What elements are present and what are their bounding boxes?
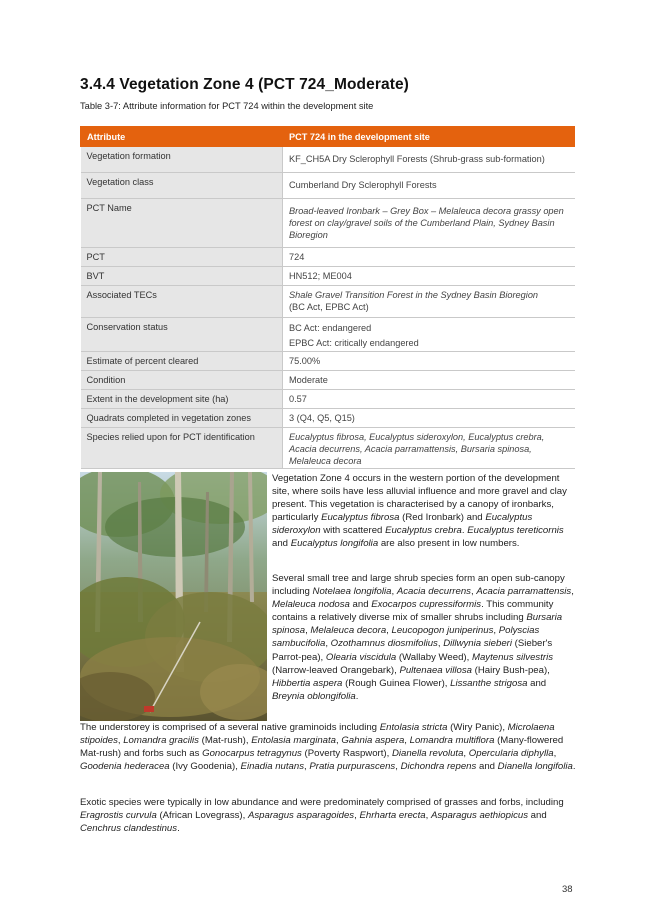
bc-act-status: BC Act: endangered <box>289 323 372 333</box>
text-run: and <box>527 677 547 689</box>
text-run: and <box>528 810 547 822</box>
text-run: (Poverty Raspwort), <box>301 748 392 760</box>
text-run: , <box>425 810 431 822</box>
text-run: with scattered <box>320 525 386 537</box>
text-run: Exotic species were typically in low abundance and were predominately comprised of grasses and forbs, including <box>80 797 564 808</box>
species-name: Olearia viscidula <box>325 651 397 663</box>
text-run: (Wiry Panic), <box>447 722 508 733</box>
text-run: , <box>117 735 124 747</box>
table-row <box>81 371 575 390</box>
species-name: Ozothamnus diosmifolius <box>330 638 438 650</box>
species-name: Eucalyptus longifolia <box>290 538 379 550</box>
species-name: Lomandra multiflora <box>409 735 495 747</box>
text-run: are also present in low numbers. <box>378 538 520 550</box>
species-name: Ehrharta erecta <box>359 810 426 822</box>
tec-legislation: (BC Act, EPBC Act) <box>289 302 369 312</box>
species-name: Eucalyptus crebra <box>385 525 462 537</box>
row-label: Quadrats completed in vegetation zones <box>81 409 283 428</box>
table-row <box>81 248 575 267</box>
row-value <box>283 286 575 318</box>
paragraph-understorey <box>80 721 576 773</box>
paragraph-zone-description <box>272 472 576 551</box>
species-name: Opercularia diphylla <box>468 748 554 760</box>
species-name: Asparagus asparagoides <box>247 810 355 822</box>
row-label: Associated TECs <box>81 286 283 318</box>
table-row <box>81 286 575 318</box>
species-name: Melaleuca nodosa <box>272 599 350 611</box>
row-value: Moderate <box>283 371 575 390</box>
text-run: . <box>355 690 359 702</box>
species-name: Pratia purpurascens <box>309 761 396 773</box>
species-name: Dillwynia sieberi <box>443 638 512 650</box>
table-row <box>81 352 575 371</box>
text-run: Several small tree and large shrub species form an open sub-canopy including <box>272 573 565 598</box>
species-name: Entolasia stricta <box>379 722 448 733</box>
text-run: , <box>395 761 401 773</box>
species-name: Goodenia hederacea <box>80 761 170 773</box>
species-name: Lissanthe strigosa <box>450 677 528 689</box>
row-label: Vegetation formation <box>81 147 283 173</box>
text-run: (Rough Guinea Flower), <box>342 677 451 689</box>
section-heading: 3.4.4 Vegetation Zone 4 (PCT 724_Moderate) <box>80 76 409 93</box>
species-name: Acacia parramattensis <box>476 586 572 598</box>
species-name: Dianella revoluta <box>391 748 464 760</box>
text-run: , <box>336 735 342 747</box>
text-run: (Ivy Goodenia), <box>169 761 241 773</box>
species-name: Maytenus silvestris <box>471 651 554 663</box>
paragraph-exotic-species <box>80 796 576 835</box>
row-value: KF_CH5A Dry Sclerophyll Forests (Shrub-grass sub-formation) <box>283 147 575 173</box>
table-row <box>81 428 575 469</box>
text-run: . <box>572 761 576 773</box>
species-name: Pultenaea villosa <box>399 664 472 676</box>
species-name: Einadia nutans <box>240 761 305 773</box>
row-label: Estimate of percent cleared <box>81 352 283 371</box>
text-run: Vegetation Zone 4 occurs in the western portion of the development site, where soils have less alluvial influence and more gravel and clay present. This vegetation is characterised by a canopy of ironbarks, particularly <box>272 473 567 524</box>
table-row <box>81 267 575 286</box>
species-name: Asparagus aethiopicus <box>430 810 529 822</box>
row-label: Condition <box>81 371 283 390</box>
row-value: 75.00% <box>283 352 575 371</box>
row-label: Species relied upon for PCT identification <box>81 428 283 469</box>
header-pct-value: PCT 724 in the development site <box>283 127 575 147</box>
text-run: , <box>386 625 392 637</box>
tec-name: Shale Gravel Transition Forest in the Sydney Basin Bioregion <box>289 290 539 300</box>
row-label: Vegetation class <box>81 173 283 199</box>
text-run: (Hairy Bush-pea), <box>471 664 550 676</box>
text-run: and <box>476 761 498 773</box>
species-name: Gonocarpus tetragynus <box>202 748 302 760</box>
paragraph-subcanopy <box>272 572 576 703</box>
row-value: 0.57 <box>283 390 575 409</box>
species-name: Lomandra gracilis <box>123 735 199 747</box>
text-run: (Wallaby Weed), <box>396 651 472 663</box>
row-label: PCT <box>81 248 283 267</box>
table-row <box>81 409 575 428</box>
text-run: , <box>437 638 444 650</box>
row-value: Cumberland Dry Sclerophyll Forests <box>283 173 575 199</box>
row-value: Broad-leaved Ironbark – Grey Box – Melaleuca decora grassy open forest on clay/gravel soils of the Cumberland Plain, Sydney Basin Bioregion <box>283 199 575 248</box>
species-name: Eucalyptus tereticornis <box>467 525 564 537</box>
text-run: . <box>177 823 180 835</box>
species-name: Acacia decurrens <box>396 586 471 598</box>
text-run: (Many-flowered Mat-rush) and forbs such as <box>80 735 564 760</box>
species-name: Entolasia marginata <box>251 735 336 747</box>
species-name: Dianella longifolia <box>497 761 573 773</box>
species-name: Dichondra repens <box>400 761 477 773</box>
text-run: (Narrow-leaved Orangebark), <box>272 664 400 676</box>
attribute-table <box>80 126 575 469</box>
text-run: The understorey is comprised of a several native graminoids including <box>80 722 380 733</box>
species-name: Exocarpos cupressiformis <box>371 599 482 611</box>
row-value: Eucalyptus fibrosa, Eucalyptus sideroxylon, Eucalyptus crebra, Acacia decurrens, Acacia parramattensis, Bursaria spinosa, Melaleuca decora <box>283 428 575 469</box>
text-run: , <box>553 748 557 760</box>
species-name: Hibbertia aspera <box>272 677 343 689</box>
species-name: Cenchrus clandestinus <box>80 823 178 835</box>
table-header-row <box>81 127 575 147</box>
table-row <box>81 199 575 248</box>
species-name: Eucalyptus fibrosa <box>321 512 400 524</box>
table-caption: Table 3-7: Attribute information for PCT 724 within the development site <box>80 101 374 111</box>
table-row <box>81 173 575 199</box>
row-value: HN512; ME004 <box>283 267 575 286</box>
row-value: 724 <box>283 248 575 267</box>
text-run: (African Lovegrass), <box>156 810 248 822</box>
species-name: Gahnia aspera <box>341 735 405 747</box>
species-name: Notelaea longifolia <box>312 586 392 598</box>
species-name: Leucopogon juniperinus <box>391 625 494 637</box>
text-run: (Red Ironbark) and <box>399 512 486 524</box>
species-name: Eragrostis curvula <box>80 810 157 822</box>
text-run: and <box>349 599 372 611</box>
text-run: , <box>470 586 477 598</box>
page-number: 38 <box>562 884 573 895</box>
epbc-act-status: EPBC Act: critically endangered <box>289 338 419 348</box>
text-run: (Mat-rush), <box>198 735 252 747</box>
row-label: Extent in the development site (ha) <box>81 390 283 409</box>
text-run: . <box>461 525 468 537</box>
table-row <box>81 147 575 173</box>
text-run: and <box>272 538 291 550</box>
text-run: , <box>304 761 310 773</box>
text-run: , <box>354 810 360 822</box>
text-run: . This community contains a relatively diverse mix of smaller shrubs including <box>272 599 554 624</box>
species-name: Microlaena stipoides <box>80 722 555 747</box>
text-run: , <box>571 586 574 598</box>
species-name: Bursaria spinosa <box>272 612 563 637</box>
text-run: , <box>325 638 331 650</box>
vegetation-photo <box>80 472 267 721</box>
row-label: PCT Name <box>81 199 283 248</box>
text-run: , <box>493 625 499 637</box>
species-name: Breynia oblongifolia <box>272 690 356 702</box>
text-run: , <box>404 735 410 747</box>
row-value <box>283 318 575 352</box>
text-run: , <box>305 625 311 637</box>
text-run: , <box>391 586 397 598</box>
header-attribute: Attribute <box>81 127 283 147</box>
text-run: (Sieber's Parrot-pea), <box>272 638 553 663</box>
species-name: Eucalyptus sideroxylon <box>272 512 533 537</box>
species-name: Melaleuca decora <box>310 625 387 637</box>
text-run: , <box>463 748 469 760</box>
row-label: BVT <box>81 267 283 286</box>
species-name: Polyscias sambucifolia <box>272 625 540 650</box>
row-label: Conservation status <box>81 318 283 352</box>
table-row <box>81 390 575 409</box>
row-value: 3 (Q4, Q5, Q15) <box>283 409 575 428</box>
table-row <box>81 318 575 352</box>
